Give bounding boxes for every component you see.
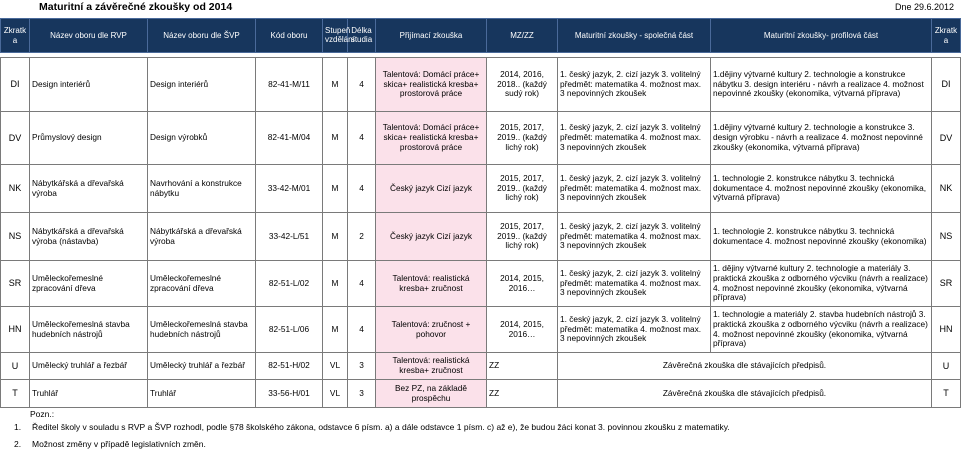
- row-profile-part: 1. technologie 2. konstrukce nábytku 3. technická dokumentace 4. možnost nepovinné zkoušky (ekonomika, výtvarná příprava): [711, 165, 932, 213]
- row-abbr: NK: [1, 165, 30, 213]
- row-mz-zz: ZZ: [487, 380, 558, 408]
- row-code: 82-51-L/06: [256, 307, 323, 353]
- row-abbr-right: NS: [932, 213, 961, 261]
- table-row: [1, 261, 961, 307]
- row-length: 2: [348, 213, 376, 261]
- note-item: [14, 422, 730, 433]
- row-abbr: U: [1, 353, 30, 380]
- row-common-part: 1. český jazyk, 2. cizí jazyk 3. volitelný předmět: matematika 4. možnost max. 3 nepovinných zkoušek: [558, 213, 711, 261]
- row-common-part: 1. český jazyk, 2. cizí jazyk 3. volitelný předmět: matematika 4. možnost max. 3 nepovinných zkoušek: [558, 112, 711, 165]
- row-level: M: [323, 213, 348, 261]
- row-rvp: Uměleckořemeslné zpracování dřeva: [30, 261, 148, 307]
- row-length: 4: [348, 112, 376, 165]
- row-code: 82-41-M/04: [256, 112, 323, 165]
- header-entrance-exam: Přijímací zkouška: [376, 19, 487, 53]
- header-level: Stupeň vzdělání: [323, 19, 348, 53]
- row-rvp: Nábytkářská a dřevařská výroba: [30, 165, 148, 213]
- row-length: 3: [348, 380, 376, 408]
- row-common-part: 1. český jazyk, 2. cizí jazyk 3. volitelný předmět: matematika 4. možnost max. 3 nepovinných zkoušek: [558, 58, 711, 112]
- row-entrance-exam: Český jazyk Cizí jazyk: [376, 165, 487, 213]
- row-years: 2014, 2015, 2016…: [487, 261, 558, 307]
- row-abbr: SR: [1, 261, 30, 307]
- row-svp: Truhlář: [148, 380, 256, 408]
- row-final-exam: Závěrečná zkouška dle stávajících předpisů.: [558, 353, 932, 380]
- row-length: 4: [348, 165, 376, 213]
- header-abbr-right: Zkratk a: [932, 19, 961, 53]
- row-years: 2015, 2017, 2019.. (každý lichý rok): [487, 165, 558, 213]
- row-entrance-exam: Talentová: Domácí práce+ skica+ realistická kresba+ prostorová práce: [376, 112, 487, 165]
- row-svp: Navrhování a konstrukce nábytku: [148, 165, 256, 213]
- row-code: 33-56-H/01: [256, 380, 323, 408]
- note-text: Ředitel školy v souladu s RVP a ŠVP rozhodl, podle §78 školského zákona, odstavce 6 písm. a) a dále odstavce 1 písm. c) až e), že budou žáci konat 3. povinnou zkoušku z matematiky.: [32, 422, 730, 432]
- exam-table: [0, 18, 961, 408]
- header-length: Délka studia: [348, 19, 376, 53]
- row-abbr-right: T: [932, 380, 961, 408]
- top-bar: [0, 0, 960, 14]
- row-entrance-exam: Talentová: realistická kresba+ zručnost: [376, 353, 487, 380]
- table-row: [1, 213, 961, 261]
- row-common-part: 1. český jazyk, 2. cizí jazyk 3. volitelný předmět: matematika 4. možnost max. 3 nepovinných zkoušek: [558, 261, 711, 307]
- row-svp: Uměleckořemeslné zpracování dřeva: [148, 261, 256, 307]
- row-rvp: Design interiérů: [30, 58, 148, 112]
- row-profile-part: 1. technologie 2. konstrukce nábytku 3. technická dokumentace 4. možnost nepovinné zkoušky (ekonomika): [711, 213, 932, 261]
- document-title: Maturitní a závěrečné zkoušky od 2014: [39, 1, 233, 13]
- table-row: [1, 380, 961, 408]
- row-abbr-right: DI: [932, 58, 961, 112]
- row-rvp: Uměleckořemeslná stavba hudebních nástrojů: [30, 307, 148, 353]
- note-number: 1.: [14, 422, 22, 432]
- row-code: 82-51-L/02: [256, 261, 323, 307]
- row-years: 2015, 2017, 2019.. (každý lichý rok): [487, 112, 558, 165]
- row-rvp: Truhlář: [30, 380, 148, 408]
- header-rvp: Název oboru dle RVP: [30, 19, 148, 53]
- row-svp: Uměleckořemeslná stavba hudebních nástrojů: [148, 307, 256, 353]
- notes-heading: Pozn.:: [30, 409, 55, 419]
- note-text: Možnost změny v případě legislativních změn.: [32, 439, 206, 449]
- row-abbr-right: NK: [932, 165, 961, 213]
- note-number: 2.: [14, 439, 22, 449]
- row-abbr-right: SR: [932, 261, 961, 307]
- row-level: M: [323, 58, 348, 112]
- row-svp: Umělecký truhlář a řezbář: [148, 353, 256, 380]
- row-profile-part: 1. dějiny výtvarné kultury 2. technologie a materiály 3. praktická zkouška z odborného výcviku (návrh a realizace) 4. možnost nepovinné zkoušky (ekonomika, výtvarná příprava): [711, 261, 932, 307]
- row-profile-part: 1.dějiny výtvarné kultury 2. technologie a konstrukce 3. design výrobku - návrh a realizace 4. možnost nepovinné zkoušky (ekonomika, výtvarná příprava): [711, 112, 932, 165]
- row-common-part: 1. český jazyk, 2. cizí jazyk 3. volitelný předmět: matematika 4. možnost max. 3 nepovinných zkoušek: [558, 307, 711, 353]
- row-abbr: T: [1, 380, 30, 408]
- row-abbr: DV: [1, 112, 30, 165]
- header-code: Kód oboru: [256, 19, 323, 53]
- row-years: 2014, 2015, 2016…: [487, 307, 558, 353]
- row-years: 2014, 2016, 2018.. (každý sudý rok): [487, 58, 558, 112]
- row-entrance-exam: Bez PZ, na základě prospěchu: [376, 380, 487, 408]
- row-final-exam: Závěrečná zkouška dle stávajících předpisů.: [558, 380, 932, 408]
- note-item: [14, 439, 206, 450]
- header-mz-zz: MZ/ZZ: [487, 19, 558, 53]
- row-rvp: Umělecký truhlář a řezbář: [30, 353, 148, 380]
- row-profile-part: 1. technologie a materiály 2. stavba hudebních nástrojů 3. praktická zkouška z odborného výcviku (návrh a realizace) 4. možnost nepovinné zkoušky (ekonomika, výtvarná příprava): [711, 307, 932, 353]
- row-length: 4: [348, 58, 376, 112]
- row-entrance-exam: Talentová: Domácí práce+ skica+ realistická kresba+ prostorová práce: [376, 58, 487, 112]
- row-entrance-exam: Talentová: realistická kresba+ zručnost: [376, 261, 487, 307]
- row-code: 33-42-M/01: [256, 165, 323, 213]
- table-row: [1, 353, 961, 380]
- row-length: 4: [348, 261, 376, 307]
- header-common-part: Maturitní zkoušky - společná část: [558, 19, 711, 53]
- row-abbr: HN: [1, 307, 30, 353]
- row-level: M: [323, 112, 348, 165]
- row-years: 2015, 2017, 2019.. (každý lichý rok): [487, 213, 558, 261]
- row-level: M: [323, 261, 348, 307]
- table-row: [1, 112, 961, 165]
- table-row: [1, 165, 961, 213]
- row-level: M: [323, 165, 348, 213]
- row-abbr-right: HN: [932, 307, 961, 353]
- row-common-part: 1. český jazyk, 2. cizí jazyk 3. volitelný předmět: matematika 4. možnost max. 3 nepovinných zkoušek: [558, 165, 711, 213]
- row-abbr: NS: [1, 213, 30, 261]
- row-code: 82-41-M/11: [256, 58, 323, 112]
- row-level: VL: [323, 380, 348, 408]
- row-abbr-right: DV: [932, 112, 961, 165]
- row-svp: Design výrobků: [148, 112, 256, 165]
- row-entrance-exam: Talentová: zručnost + pohovor: [376, 307, 487, 353]
- row-svp: Design interiérů: [148, 58, 256, 112]
- row-code: 82-51-H/02: [256, 353, 323, 380]
- row-rvp: Průmyslový design: [30, 112, 148, 165]
- table-row: [1, 58, 961, 112]
- header-abbr: Zkratk a: [1, 19, 30, 53]
- row-length: 4: [348, 307, 376, 353]
- table-header: [1, 19, 961, 53]
- row-abbr: DI: [1, 58, 30, 112]
- row-mz-zz: ZZ: [487, 353, 558, 380]
- row-entrance-exam: Český jazyk Cizí jazyk: [376, 213, 487, 261]
- row-length: 3: [348, 353, 376, 380]
- row-abbr-right: U: [932, 353, 961, 380]
- row-svp: Nábytkářská a dřevařská výroba: [148, 213, 256, 261]
- row-level: VL: [323, 353, 348, 380]
- header-svp: Název oboru dle ŠVP: [148, 19, 256, 53]
- row-level: M: [323, 307, 348, 353]
- document-date: Dne 29.6.2012: [894, 2, 954, 12]
- row-code: 33-42-L/51: [256, 213, 323, 261]
- row-profile-part: 1.dějiny výtvarné kultury 2. technologie a konstrukce nábytku 3. design interiéru - návrh a realizace 4. možnost nepovinné zkoušky (ekonomika, výtvarná příprava): [711, 58, 932, 112]
- header-profile-part: Maturitní zkoušky- profilová část: [711, 19, 932, 53]
- row-rvp: Nábytkářská a dřevařská výroba (nástavba): [30, 213, 148, 261]
- table-row: [1, 307, 961, 353]
